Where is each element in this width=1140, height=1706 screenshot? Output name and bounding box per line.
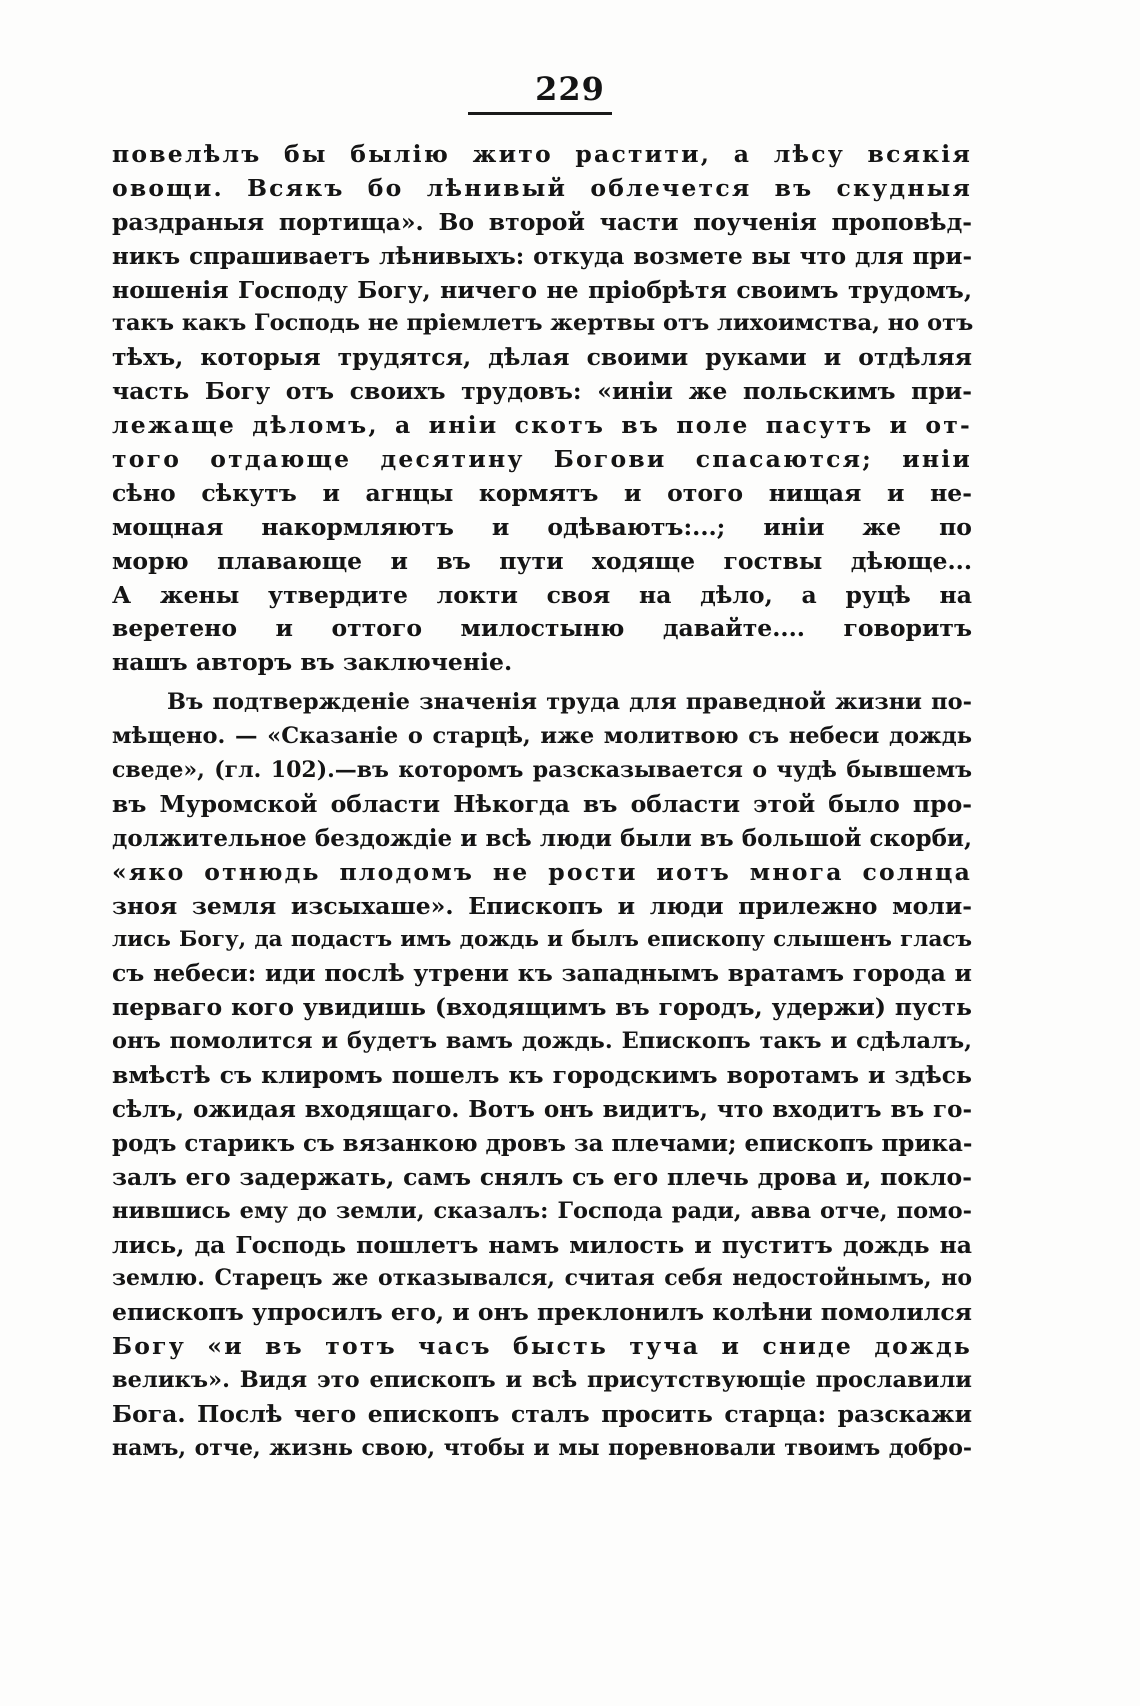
text-line: нашъ авторъ въ заключеніе.	[112, 648, 513, 677]
text-line: вмѣстѣ съ клиромъ пошелъ къ городскимъ воротамъ и здѣсь	[112, 1061, 972, 1090]
text-line: лежаще дѣломъ, а иніи скотъ въ поле пасутъ и от-	[112, 411, 972, 440]
text-line: веретено и оттого милостыню давайте.... говоритъ	[112, 614, 972, 643]
text-line: часть Богу отъ своихъ трудовъ: «иніи же польскимъ при-	[112, 377, 972, 406]
text-line: Бога. Послѣ чего епископъ сталъ просить старца: разскажи	[112, 1399, 972, 1428]
text-line: перваго кого увидишь (входящимъ въ городъ, удержи) пусть	[112, 993, 972, 1022]
text-line: мощная накормляютъ и одѣваютъ:...; иніи же по	[112, 512, 972, 541]
text-line: лись Богу, да подастъ имъ дождь и былъ епископу слышенъ гласъ	[112, 927, 972, 953]
text-line: Въ подтвержденіе значенія труда для праведной жизни по-	[167, 689, 972, 716]
text-line: великъ». Видя это епископъ и всѣ присутствующіе прославили	[112, 1367, 972, 1394]
text-line: ношенія Господу Богу, ничего не пріобрѣтя своимъ трудомъ,	[112, 275, 972, 304]
header-rule	[468, 112, 612, 115]
text-line: зноя земля изсыхаше». Епископъ и люди прилежно моли-	[112, 891, 972, 920]
text-line: лись, да Господь пошлетъ намъ милость и пуститъ дождь на	[112, 1230, 972, 1259]
text-line: нившись ему до земли, сказалъ: Господа ради, авва отче, помо-	[112, 1197, 972, 1224]
text-line: морю плавающе и въ пути ходяще гоствы дѣюще...	[112, 546, 972, 575]
text-line: Богу «и въ тотъ часъ бысть туча и сниде дождь	[112, 1332, 972, 1361]
text-line: залъ его задержать, самъ снялъ съ его плечь дрова и, покло-	[112, 1162, 972, 1191]
text-line: такъ какъ Господь не пріемлетъ жертвы отъ лихоимства, но отъ	[112, 310, 974, 337]
text-line: епископъ упросилъ его, и онъ преклонилъ колѣни помолился	[112, 1298, 972, 1327]
paragraph-1	[112, 138, 972, 680]
text-line: намъ, отче, жизнь свою, чтобы и мы поревновали твоимъ добро-	[112, 1434, 972, 1461]
text-line: землю. Старецъ же отказывался, считая себя недостойнымъ, но	[112, 1265, 972, 1292]
text-line: въ Муромской области Нѣкогда въ области этой было про-	[112, 789, 972, 818]
text-line: должительное бездождіе и всѣ люди были въ большой скорби,	[112, 824, 972, 852]
text-line: сѣно сѣкутъ и агнцы кормятъ и отого нищая и не-	[112, 478, 972, 507]
text-line: съ небеси: иди послѣ утрени къ западнымъ вратамъ города и	[112, 959, 972, 988]
text-line: раздраныя портища». Во второй части поученія проповѣд-	[112, 207, 972, 236]
text-line: повелѣлъ бы былію жито растити, а лѣсу всякія	[112, 140, 972, 168]
text-line: родъ старикъ съ вязанкою дровъ за плечами; епископъ прика-	[112, 1129, 973, 1157]
text-line: тѣхъ, которыя трудятся, дѣлая своими руками и отдѣляя	[112, 343, 972, 372]
text-line: «яко отнюдь плодомъ не рости иотъ многа солнца	[112, 857, 972, 886]
text-line: А жены утвердите локти своя на дѣло, а руцѣ на	[112, 580, 972, 609]
text-line: сведе», (гл. 102).—въ которомъ разсказывается о чудѣ бывшемъ	[112, 757, 972, 784]
text-line: того отдающе десятину Богови спасаются; иніи	[112, 445, 972, 474]
text-line: мѣщено. — «Сказаніе о старцѣ, иже молитвою съ небеси дождь	[112, 723, 972, 750]
text-line: онъ помолится и будетъ вамъ дождь. Епископъ такъ и сдѣлалъ,	[112, 1028, 972, 1055]
page-number: 229	[535, 70, 605, 108]
text-line: никъ спрашиваетъ лѣнивыхъ: откуда возмете вы что для при-	[112, 242, 972, 270]
paragraph-2	[112, 686, 972, 1465]
text-line: сѣлъ, ожидая входящаго. Вотъ онъ видитъ, что входитъ въ го-	[112, 1095, 972, 1123]
text-line: овощи. Всякъ бо лѣнивый облечется въ скудныя	[112, 173, 972, 202]
body-text	[112, 138, 972, 1466]
